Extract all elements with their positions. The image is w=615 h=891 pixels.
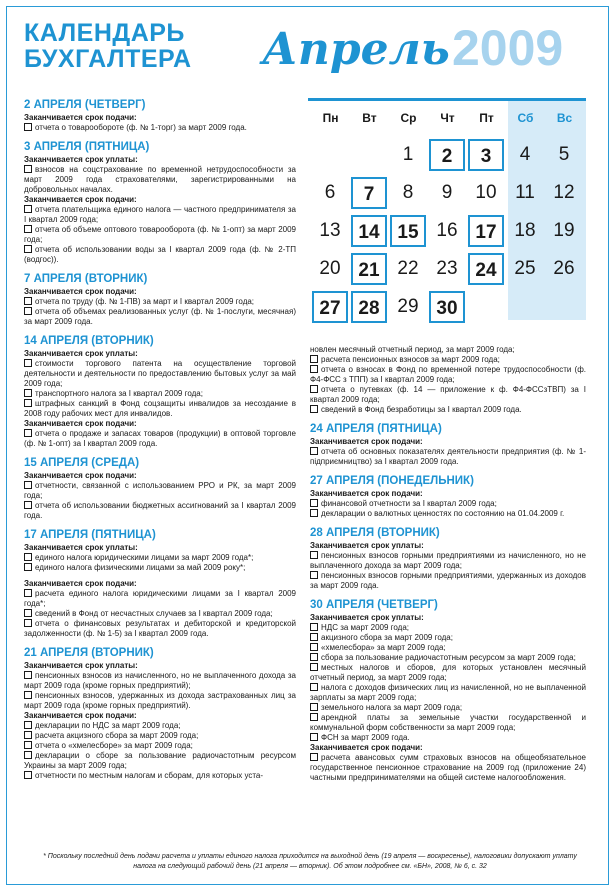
list-item <box>310 663 586 683</box>
deadline-section <box>24 456 296 521</box>
section-heading: 17 АПРЕЛЯ (ПЯТНИЦА) <box>24 529 156 541</box>
deadline-section <box>24 646 296 781</box>
list-item <box>310 365 586 385</box>
deadline-section <box>310 474 586 519</box>
list-item <box>24 481 296 501</box>
list-item-text: отчета о товарообороте (ф. № 1-торг) за март 2009 года. <box>35 123 247 132</box>
checkbox-icon <box>24 771 32 779</box>
title-line-2: БУХГАЛТЕРА <box>24 45 192 73</box>
deadline-section <box>24 272 296 327</box>
list-item <box>24 165 296 195</box>
calendar-day-deadline: 27 <box>312 291 348 323</box>
list-item-text: отчета о «хмелесборе» за март 2009 года; <box>35 741 193 750</box>
section-subheading: Заканчивается срок подачи: <box>24 419 137 428</box>
list-item <box>24 359 296 389</box>
section-heading: 7 АПРЕЛЯ (ВТОРНИК) <box>24 273 148 285</box>
list-item <box>24 563 296 573</box>
list-item-text: ФСН за март 2009 года. <box>321 733 410 742</box>
checkbox-icon <box>24 563 32 571</box>
section-subheading: Заканчивается срок уплаты: <box>310 541 424 550</box>
list-item-text: единого налога юридическими лицами за март 2009 года*; <box>35 553 254 562</box>
right-column <box>310 345 586 790</box>
list-item <box>24 245 296 265</box>
deadline-section <box>310 526 586 591</box>
weekday-label: Сб <box>517 111 534 125</box>
calendar-day-deadline: 28 <box>351 291 387 323</box>
calendar-day-deadline: 30 <box>429 291 465 323</box>
calendar-day: 5 <box>558 144 570 165</box>
checkbox-icon <box>310 753 318 761</box>
list-item-text: отчета о взносах в Фонд по временной потере трудоспособности (ф. Ф4-ФСС з ТПП) за I квартал 2009 года; <box>310 365 586 384</box>
section-subheading: Заканчивается срок подачи: <box>24 195 137 204</box>
list-item-text: «хмелесбора» за март 2009 года; <box>321 643 446 652</box>
calendar-day: 23 <box>436 258 458 279</box>
month-calendar <box>308 98 586 334</box>
weekday-label: Чт <box>440 111 455 125</box>
calendar-day: 20 <box>319 258 341 279</box>
list-item-text: декларации по НДС за март 2009 года; <box>35 721 181 730</box>
checkbox-icon <box>24 671 32 679</box>
list-item-text: сбора за пользование радиочастотным ресурсом за март 2009 года; <box>321 653 576 662</box>
calendar-title <box>24 20 192 72</box>
list-item <box>24 671 296 691</box>
list-item <box>24 389 296 399</box>
list-item-text: НДС за март 2009 года; <box>321 623 410 632</box>
list-item-text: транспортного налога за I квартал 2009 года; <box>35 389 203 398</box>
checkbox-icon <box>24 741 32 749</box>
list-item <box>24 123 296 133</box>
section-heading: 24 АПРЕЛЯ (ПЯТНИЦА) <box>310 423 442 435</box>
checkbox-icon <box>310 385 318 393</box>
list-item <box>24 553 296 563</box>
list-item-text: декларации о сборе за пользование радиочастотным ресурсом Украины за март 2009 года; <box>24 751 296 770</box>
list-item-text: отчетности, связанной с использованием РРО и РК, за март 2009 года; <box>24 481 296 500</box>
list-item-text: стоимости торгового патента на осуществление торговой деятельности и деятельности по предоставлению бытовых услуг за май 2009 года; <box>24 359 296 388</box>
list-item-text: отчетности по местным налогам и сборам, для которых уста- <box>35 771 264 780</box>
list-item-text: новлен месячный отчетный период, за март 2009 года; <box>310 345 515 354</box>
list-item <box>24 297 296 307</box>
list-item-text: декларации о валютных ценностях по состоянию на 01.04.2009 г. <box>321 509 565 518</box>
checkbox-icon <box>310 713 318 721</box>
list-item-text: акцизного сбора за март 2009 года; <box>321 633 453 642</box>
list-item <box>24 731 296 741</box>
list-item <box>24 429 296 449</box>
checkbox-icon <box>24 501 32 509</box>
checkbox-icon <box>24 297 32 305</box>
list-item-text: отчета плательщика единого налога — частного предпринимателя за I квартал 2009 года; <box>24 205 296 224</box>
list-item-text: отчета об объеме оптового товарооборота (ф. № 1-опт) за март 2009 года; <box>24 225 296 244</box>
list-item-text: сведений в Фонд от несчастных случаев за I квартал 2009 года; <box>35 609 273 618</box>
left-column <box>24 98 296 788</box>
section-subheading: Заканчивается срок подачи: <box>24 113 137 122</box>
list-item <box>310 385 586 405</box>
checkbox-icon <box>24 619 32 627</box>
section-heading: 28 АПРЕЛЯ (ВТОРНИК) <box>310 527 440 539</box>
list-item <box>24 771 296 781</box>
checkbox-icon <box>310 405 318 413</box>
list-item <box>24 589 296 609</box>
list-item-text: расчета единого налога юридическими лицами за I квартал 2009 года*; <box>24 589 296 608</box>
checkbox-icon <box>310 499 318 507</box>
checkbox-icon <box>24 731 32 739</box>
list-item <box>24 609 296 619</box>
list-item <box>310 509 586 519</box>
checkbox-icon <box>310 653 318 661</box>
checkbox-icon <box>24 691 32 699</box>
list-item <box>24 205 296 225</box>
checkbox-icon <box>310 703 318 711</box>
calendar-day: 22 <box>397 258 419 279</box>
section-subheading: Заканчивается срок уплаты: <box>24 661 138 670</box>
list-item <box>310 683 586 703</box>
calendar-day-deadline: 24 <box>468 253 504 285</box>
list-item-text: расчета акцизного сбора за март 2009 года; <box>35 731 199 740</box>
deadline-section <box>24 334 296 449</box>
calendar-day: 13 <box>319 220 341 241</box>
weekday-label: Вс <box>556 111 573 125</box>
list-item-text: штрафных санкций в Фонд соцзащиты инвалидов за несоздание в 2008 году рабочих мест для инвалидов. <box>24 399 296 418</box>
section-subheading: Заканчивается срок подачи: <box>310 743 423 752</box>
deadline-section <box>24 528 296 639</box>
list-item <box>310 753 586 783</box>
weekday-label: Пт <box>479 111 494 125</box>
title-line-1: КАЛЕНДАРЬ <box>24 19 185 47</box>
calendar-day-deadline: 21 <box>351 253 387 285</box>
checkbox-icon <box>24 245 32 253</box>
list-item-text: единого налога физическими лицами за май 2009 року*; <box>35 563 246 572</box>
section-subheading: Заканчивается срок подачи: <box>310 489 423 498</box>
checkbox-icon <box>310 509 318 517</box>
checkbox-icon <box>310 683 318 691</box>
list-item <box>310 345 586 355</box>
checkbox-icon <box>24 307 32 315</box>
list-item <box>310 405 586 415</box>
section-heading: 21 АПРЕЛЯ (ВТОРНИК) <box>24 647 154 659</box>
checkbox-icon <box>24 225 32 233</box>
list-item-text: расчета пенсионных взносов за март 2009 года; <box>321 355 500 364</box>
calendar-day: 9 <box>441 182 453 203</box>
calendar-day-deadline: 7 <box>351 177 387 209</box>
list-item <box>24 399 296 419</box>
list-item <box>310 633 586 643</box>
calendar-day: 18 <box>514 220 536 241</box>
list-item-text: отчета о финансовых результатах и дебиторской и кредиторской задолженности (ф. № 1-5) за I квартал 2009 года. <box>24 619 296 638</box>
list-item-text: арендной платы за земельные участки государственной и коммунальной форм собственности за март 2009 года; <box>310 713 586 732</box>
calendar-day-deadline: 2 <box>429 139 465 171</box>
list-item <box>24 741 296 751</box>
calendar-day: 25 <box>514 258 536 279</box>
checkbox-icon <box>310 365 318 373</box>
list-item <box>310 733 586 743</box>
weekday-label: Вт <box>362 111 377 125</box>
list-item-text: отчета о продаже и запасах товаров (продукции) в оптовой торговле (ф. № 1-опт) за I квартал 2009 года. <box>24 429 296 448</box>
checkbox-icon <box>24 751 32 759</box>
deadline-section <box>24 98 296 133</box>
list-item <box>24 691 296 711</box>
calendar-day: 19 <box>553 220 575 241</box>
checkbox-icon <box>310 623 318 631</box>
checkbox-icon <box>24 389 32 397</box>
list-item <box>310 551 586 571</box>
calendar-day-deadline: 17 <box>468 215 504 247</box>
checkbox-icon <box>310 663 318 671</box>
deadline-section <box>24 140 296 265</box>
list-item-text: пенсионных взносов, удержанных из дохода застрахованных лиц за март 2009 года (кроме горных предприятий). <box>24 691 296 710</box>
checkbox-icon <box>310 643 318 651</box>
list-item <box>310 447 586 467</box>
section-heading: 2 АПРЕЛЯ (ЧЕТВЕРГ) <box>24 99 146 111</box>
section-subheading: Заканчивается срок подачи: <box>310 437 423 446</box>
list-item <box>310 571 586 591</box>
weekday-label: Пн <box>322 111 339 125</box>
list-item-text: финансовой отчетности за I квартал 2009 года; <box>321 499 497 508</box>
section-subheading: Заканчивается срок уплаты: <box>24 543 138 552</box>
section-subheading: Заканчивается срок подачи: <box>24 711 137 720</box>
checkbox-icon <box>310 733 318 741</box>
weekday-label: Ср <box>400 111 417 125</box>
list-item-text: взносов на соцстрахование по временной нетрудоспособности за март 2009 года страхователями, зарегистрированными на добровольных началах. <box>24 165 296 194</box>
list-item <box>24 751 296 771</box>
list-item-text: отчета об объемах реализованных услуг (ф. № 1-послуги, месячная) за март 2009 года. <box>24 307 296 326</box>
checkbox-icon <box>24 609 32 617</box>
checkbox-icon <box>24 721 32 729</box>
section-heading: 27 АПРЕЛЯ (ПОНЕДЕЛЬНИК) <box>310 475 474 487</box>
checkbox-icon <box>310 447 318 455</box>
month-title: Апрель <box>262 24 450 75</box>
list-item <box>310 703 586 713</box>
checkbox-icon <box>310 633 318 641</box>
calendar-day: 10 <box>475 182 497 203</box>
checkbox-icon <box>24 165 32 173</box>
list-item-text: местных налогов и сборов, для которых установлен месячный отчетный период, за март 2009 года; <box>310 663 586 682</box>
calendar-day: 8 <box>402 182 414 203</box>
list-item-text: отчета по труду (ф. № 1-ПВ) за март и I квартал 2009 года; <box>35 297 255 306</box>
list-item-text: земельного налога за март 2009 года; <box>321 703 463 712</box>
list-item-text: отчета об основных показателях деятельности предприятия (ф. № 1-підприємництво) за I квартал 2009 года. <box>310 447 586 466</box>
calendar-day: 29 <box>397 296 419 317</box>
section-subheading: Заканчивается срок уплаты: <box>310 613 424 622</box>
list-item <box>24 501 296 521</box>
section-subheading: Заканчивается срок подачи: <box>24 471 137 480</box>
deadline-section <box>310 598 586 783</box>
list-item-text: пенсионных взносов горными предприятиями из начисленного, но не выплаченного дохода за март 2009 года; <box>310 551 586 570</box>
calendar-day: 4 <box>519 144 531 165</box>
list-item-text: пенсионных взносов из начисленного, но не выплаченного дохода за март 2009 года (кроме горных предприятий); <box>24 671 296 690</box>
list-item-text: сведений в Фонд безработицы за I квартал 2009 года. <box>321 405 522 414</box>
continuation-block <box>310 345 586 415</box>
checkbox-icon <box>24 481 32 489</box>
checkbox-icon <box>310 551 318 559</box>
list-item <box>310 643 586 653</box>
list-item-text: расчета авансовых сумм страховых взносов на общеобязательное государственное пенсионное страхование на 2009 год (приложение 24) частными предпринимателями на общей системе налогообложения. <box>310 753 586 782</box>
list-item-text: отчета об использовании бюджетных ассигнований за I квартал 2009 года. <box>24 501 296 520</box>
section-heading: 30 АПРЕЛЯ (ЧЕТВЕРГ) <box>310 599 438 611</box>
list-item <box>24 721 296 731</box>
checkbox-icon <box>310 571 318 579</box>
section-heading: 15 АПРЕЛЯ (СРЕДА) <box>24 457 140 469</box>
calendar-day: 11 <box>515 182 535 203</box>
list-item <box>310 653 586 663</box>
calendar-day-deadline: 15 <box>390 215 426 247</box>
list-item <box>24 225 296 245</box>
checkbox-icon <box>24 205 32 213</box>
checkbox-icon <box>24 123 32 131</box>
list-item-text: налога с доходов физических лиц из начисленной, но не выплаченной зарплаты за март 2009 года; <box>310 683 586 702</box>
list-item-text: отчета об использовании воды за I квартал 2009 года (ф. № 2-ТП (водгос)). <box>24 245 296 264</box>
list-item <box>24 619 296 639</box>
list-item-text: отчета о путевках (ф. 14 — приложение к ф. Ф4-ФССзТВП) за I квартал 2009 года; <box>310 385 586 404</box>
list-item <box>24 307 296 327</box>
section-heading: 14 АПРЕЛЯ (ВТОРНИК) <box>24 335 154 347</box>
calendar-day: 16 <box>436 220 458 241</box>
checkbox-icon <box>24 399 32 407</box>
list-item <box>310 623 586 633</box>
list-item <box>310 355 586 365</box>
calendar-day-deadline: 3 <box>468 139 504 171</box>
deadline-section <box>310 422 586 467</box>
section-subheading: Заканчивается срок уплаты: <box>24 155 138 164</box>
calendar-day: 12 <box>553 182 575 203</box>
right-sections <box>310 422 586 783</box>
section-heading: 3 АПРЕЛЯ (ПЯТНИЦА) <box>24 141 150 153</box>
checkbox-icon <box>310 355 318 363</box>
year-title: 2009 <box>452 20 564 76</box>
list-item-text: пенсионных взносов горными предприятиями, удержанных из доходов за март 2009 года. <box>310 571 586 590</box>
checkbox-icon <box>24 553 32 561</box>
weekday-header <box>308 98 586 132</box>
section-subheading: Заканчивается срок подачи: <box>24 579 137 588</box>
section-subheading: Заканчивается срок уплаты: <box>24 349 138 358</box>
checkbox-icon <box>24 589 32 597</box>
list-item <box>310 499 586 509</box>
calendar-day: 1 <box>402 144 414 165</box>
calendar-day-deadline: 14 <box>351 215 387 247</box>
calendar-day: 26 <box>553 258 575 279</box>
section-subheading: Заканчивается срок подачи: <box>24 287 137 296</box>
checkbox-icon <box>24 429 32 437</box>
list-item <box>310 713 586 733</box>
calendar-day: 6 <box>324 182 336 203</box>
footnote: * Поскольку последний день подачи расчета и уплаты единого налога приходится на выходной день (19 апреля — воскресенье), налоговики допускают уплату налога на следующий рабочий день (21 апреля — вторник). Об этом подробнее см. «БН», 2008, № 6, с. 32 <box>43 853 577 870</box>
checkbox-icon <box>24 359 32 367</box>
